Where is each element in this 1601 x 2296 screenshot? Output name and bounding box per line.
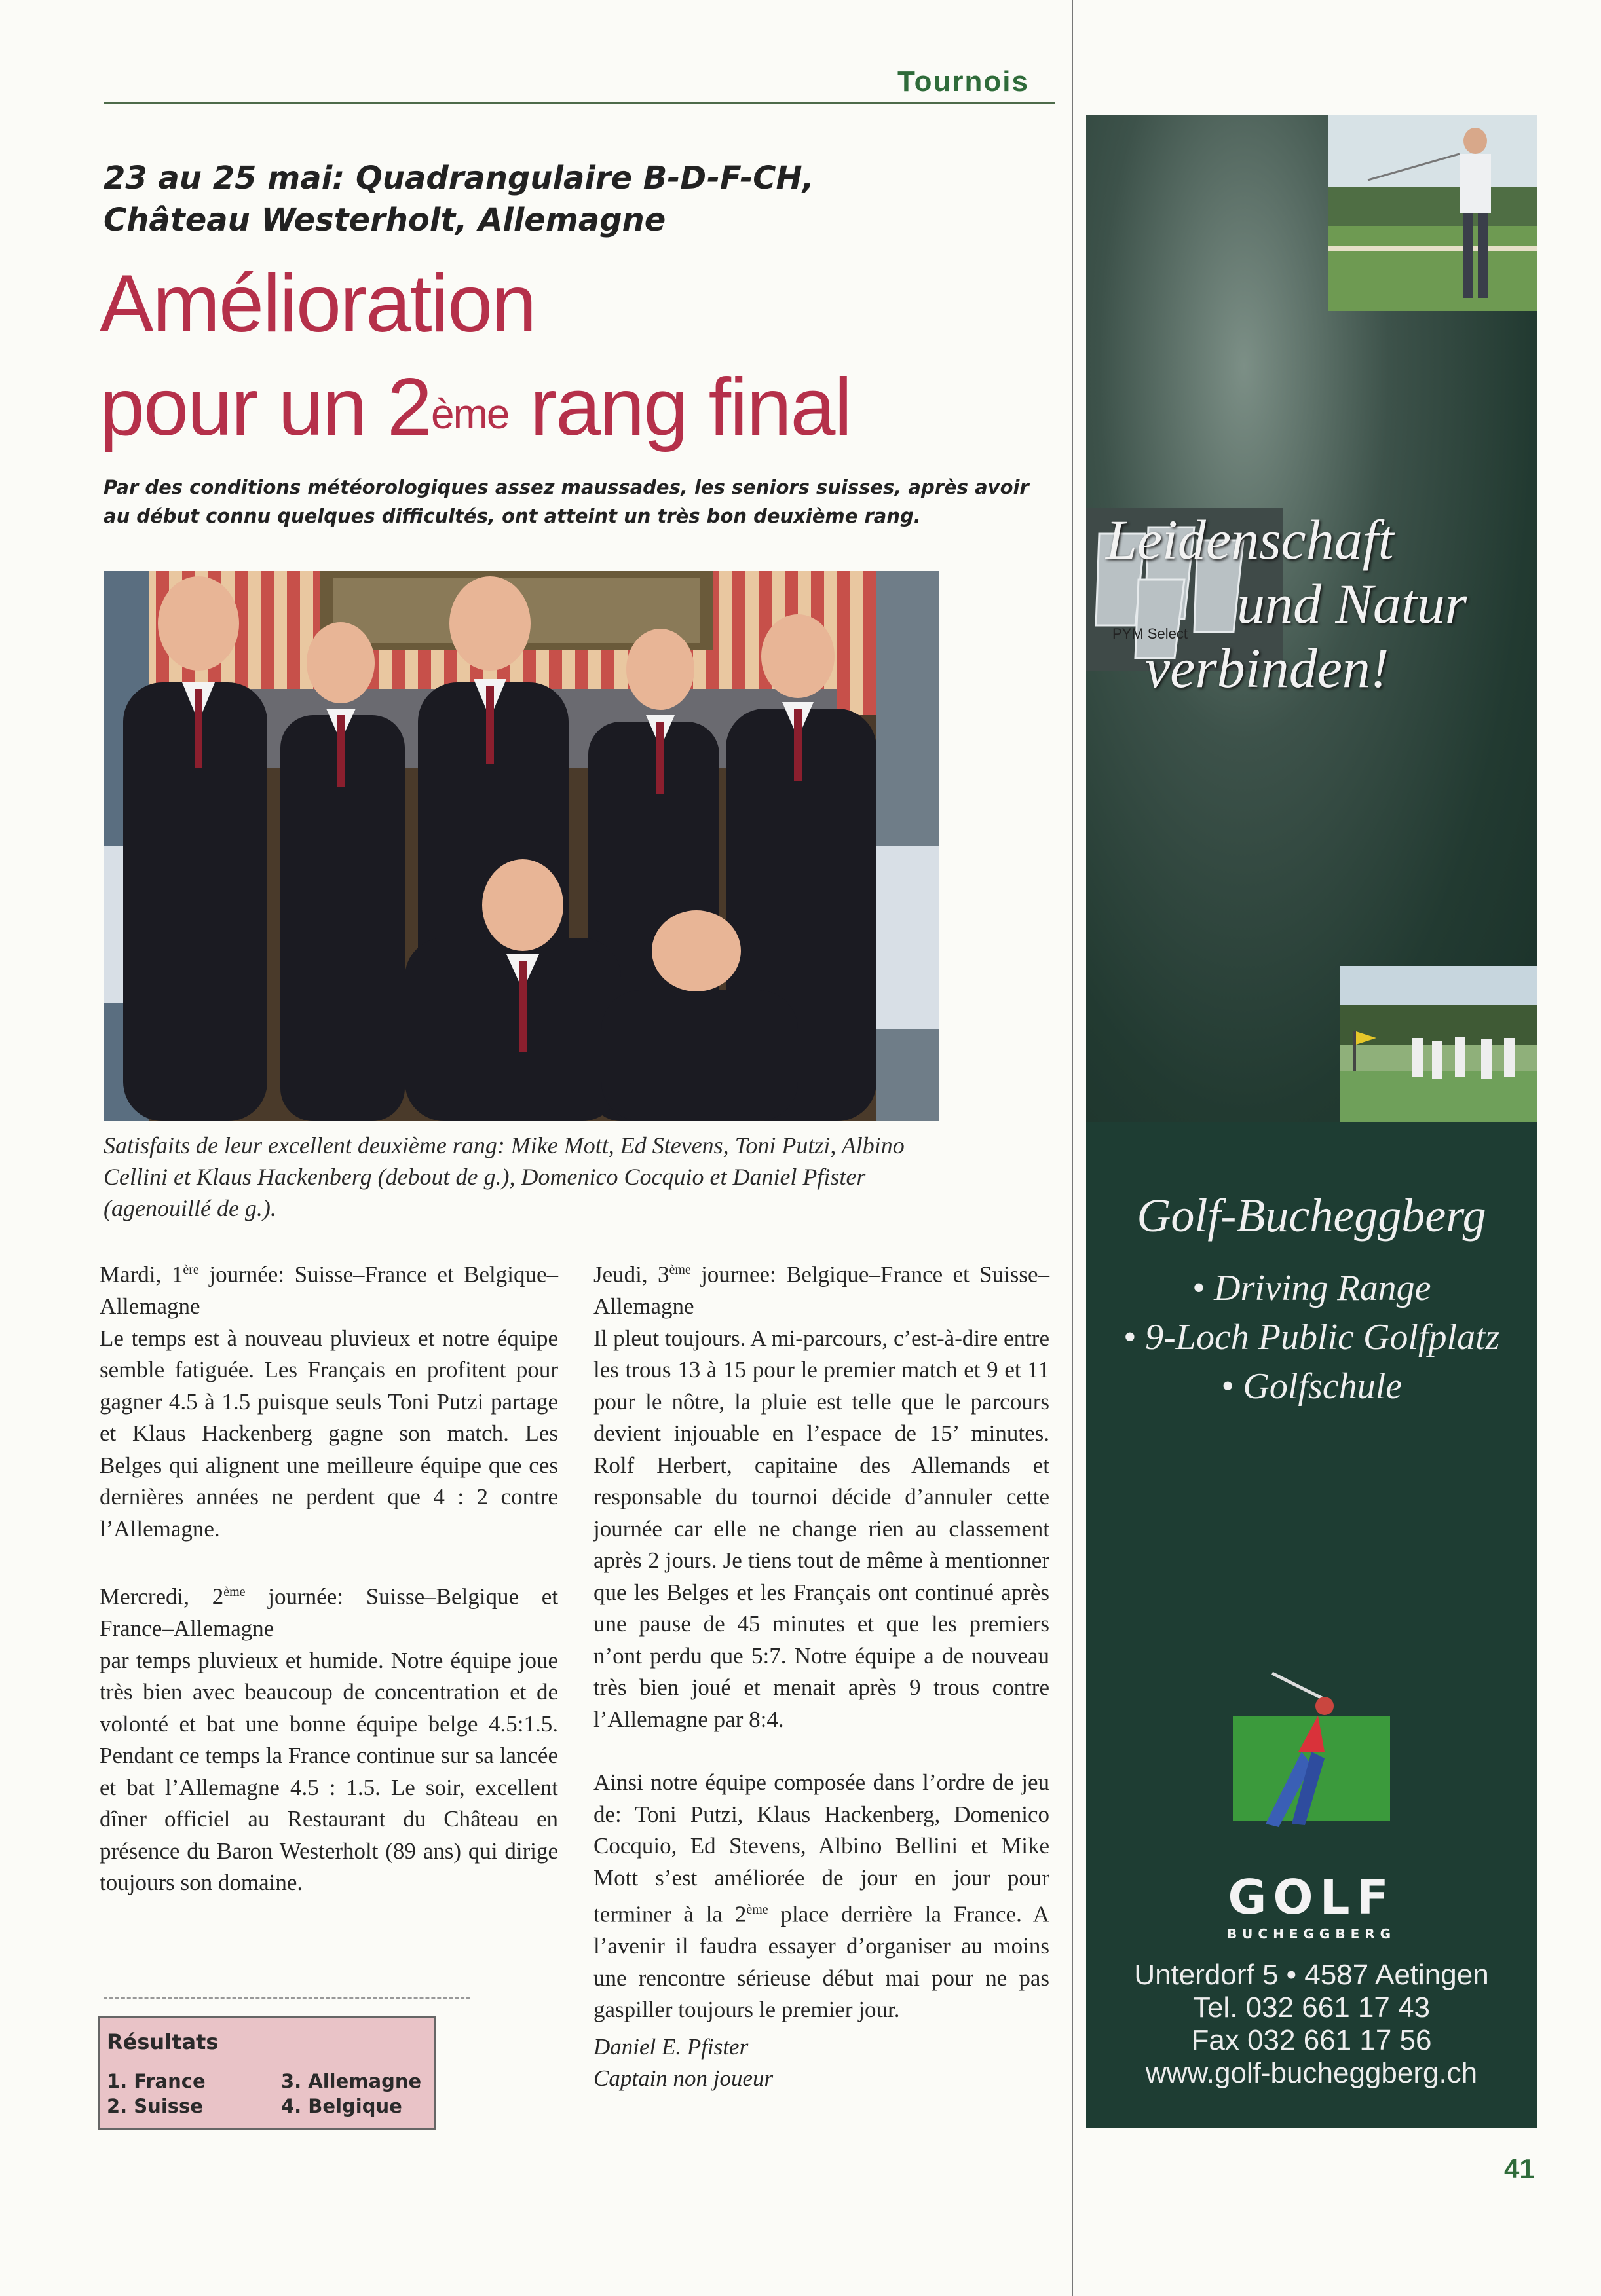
- page-number: 41: [1504, 2153, 1535, 2184]
- golf-logo: [1226, 1660, 1397, 1870]
- heading-part: Mardi, 1: [100, 1261, 183, 1287]
- signature: [593, 2031, 1049, 2095]
- conclusion-part: place derrière la France. A l’avenir il faudra essayer d’organiser au moins une rencontre sérieuse début mai pour ne pas gaspiller toujours le premier jour.: [593, 1901, 1049, 2023]
- heading-jeudi: [593, 1254, 1049, 1323]
- heading-part: journée: Suisse–Belgique et France–Allemagne: [100, 1583, 559, 1642]
- ad-slogan-line-3: verbinden!: [1145, 637, 1389, 699]
- heading-part: journée: Suisse–France et Belgique–Allemagne: [100, 1261, 559, 1320]
- article-column-2: [593, 1254, 1049, 2126]
- ad-feature-1: • Driving Range: [1192, 1268, 1431, 1308]
- golf-advertisement: [1086, 115, 1537, 2128]
- club-head-text: PYM Select: [1112, 625, 1188, 642]
- heading-superscript: ème: [669, 1263, 691, 1277]
- results-separator: [104, 1997, 470, 1999]
- ad-slogan-line-2: und Natur: [1237, 572, 1467, 635]
- heading-part: Jeudi, 3: [593, 1261, 669, 1287]
- paragraph-jeudi: [593, 1254, 1049, 1735]
- body-mardi: Le temps est à nouveau pluvieux et notre équipe semble fatiguée. Les Français en profitent pour gagner 4.5 à 1.5 puisque seuls Toni Putzi partage et Klaus Hackenberg gagne son match. Les Belges qui alignent une meilleure équipe que ces dernières années ne perdent que 4 : 2 contre l’Allemagne.: [100, 1325, 558, 1542]
- headline-line-1: Amélioration: [100, 259, 536, 349]
- golf-course-photo: [1340, 966, 1537, 1122]
- ad-fax: Fax 032 661 17 56: [1191, 2024, 1432, 2056]
- results-item: 1. France: [107, 2070, 206, 2092]
- article-headline: [100, 252, 1049, 459]
- article-column-1: [100, 1254, 558, 1931]
- paragraph-mercredi: [100, 1576, 558, 1899]
- results-box: [98, 2016, 436, 2130]
- heading-mardi: [100, 1254, 558, 1323]
- heading-superscript: ème: [223, 1585, 246, 1600]
- team-photo: [104, 571, 939, 1121]
- ad-club-name: Golf-Bucheggberg: [1137, 1189, 1486, 1242]
- heading-part: journee: Belgique–France et Suisse–Allemagne: [593, 1261, 1049, 1320]
- logo-word: GOLF: [1228, 1870, 1395, 1925]
- ad-phone: Tel. 032 661 17 43: [1192, 1991, 1431, 2024]
- golfer-photo: [1328, 115, 1537, 311]
- signature-name: Daniel E. Pfister: [593, 2033, 749, 2060]
- article-kicker: [104, 157, 1021, 241]
- section-rule: [104, 102, 1055, 104]
- ad-feature-2: • 9-Loch Public Golfplatz: [1123, 1317, 1500, 1358]
- heading-part: Mercredi, 2: [100, 1583, 224, 1610]
- club-shaft: [1272, 1673, 1325, 1699]
- ad-website[interactable]: www.golf-bucheggberg.ch: [1145, 2057, 1478, 2089]
- column-divider: [1072, 0, 1073, 2296]
- headline-part: rang final: [508, 362, 852, 453]
- results-item: 3. Allemagne: [281, 2070, 422, 2092]
- team-photo-illustration: [104, 571, 939, 1121]
- heading-superscript: ère: [183, 1263, 199, 1277]
- conclusion-part: Ainsi notre équipe composée dans l’ordre de jeu de: Toni Putzi, Klaus Hackenberg, Domenico Cocquio, Ed Stevens, Albino Bellini et Mike Mott s’est améliorée de jour en jour pour terminer à la 2: [593, 1769, 1049, 1927]
- paragraph-mardi: [100, 1254, 558, 1545]
- kicker-line-1: 23 au 25 mai: Quadrangulaire B-D-F-CH,: [104, 160, 814, 196]
- heading-mercredi: [100, 1576, 558, 1645]
- headline-superscript: ème: [430, 390, 509, 437]
- paragraph-conclusion: [593, 1767, 1049, 2026]
- section-label: Tournois: [897, 65, 1029, 98]
- ad-slogan-line-1: Leidenschaft: [1106, 508, 1394, 571]
- headline-line-2: [100, 356, 1049, 459]
- signature-role: Captain non joueur: [593, 2065, 774, 2092]
- conclusion-superscript: ème: [746, 1902, 768, 1917]
- results-title: Résultats: [107, 2029, 219, 2054]
- headline-part: pour un 2: [100, 362, 431, 453]
- logo-subtitle: BUCHEGGBERG: [1226, 1926, 1397, 1942]
- article-lead: Par des conditions météorologiques assez maussades, les seniors suisses, après avoir au début connu quelques difficultés, ont atteint un très bon deuxième rang.: [104, 476, 1029, 527]
- ad-feature-3: • Golfschule: [1220, 1366, 1403, 1407]
- body-mercredi: par temps pluvieux et humide. Notre équipe joue très bien avec beaucoup de concentration et de volonté et bat une bonne équipe belge 4.5:1.5. Pendant ce temps la France continue sur sa lancée et bat l’Allemagne 4.5 : 1.5. Le soir, excellent dîner officiel au Restaurant du Château en présence du Baron Westerholt (89 ans) qui dirige toujours son domaine.: [100, 1647, 558, 1896]
- kicker-line-2: Château Westerholt, Allemagne: [104, 202, 666, 238]
- ad-address: Unterdorf 5 • 4587 Aetingen: [1134, 1959, 1489, 1991]
- results-item: 4. Belgique: [281, 2095, 402, 2117]
- photo-caption: Satisfaits de leur excellent deuxième rang: Mike Mott, Ed Stevens, Toni Putzi, Albino Cellini et Klaus Hackenberg (debout de g.), Domenico Cocquio et Daniel Pfister (agenouillé de g.).: [104, 1132, 905, 1221]
- results-item: 2. Suisse: [107, 2095, 203, 2117]
- body-jeudi: Il pleut toujours. A mi-parcours, c’est-à-dire entre les trous 13 à 15 pour le premier match et 9 et 11 pour le nôtre, la pluie est telle que le parcours devient injouable en l’espace de 15’ minutes. Rolf Herbert, capitaine des Allemands et responsable du tournoi décide d’annuler cette journée car elle ne change rien au classement après 2 jours. Je tiens tout de même à mentionner que les Belges et les Français ont continué après une pause de 45 minutes et que les premiers n’ont perdu que 5:7. Notre équipe a de nouveau très bien joué et menait après 9 trous contre l’Allemagne par 8:4.: [593, 1325, 1049, 1732]
